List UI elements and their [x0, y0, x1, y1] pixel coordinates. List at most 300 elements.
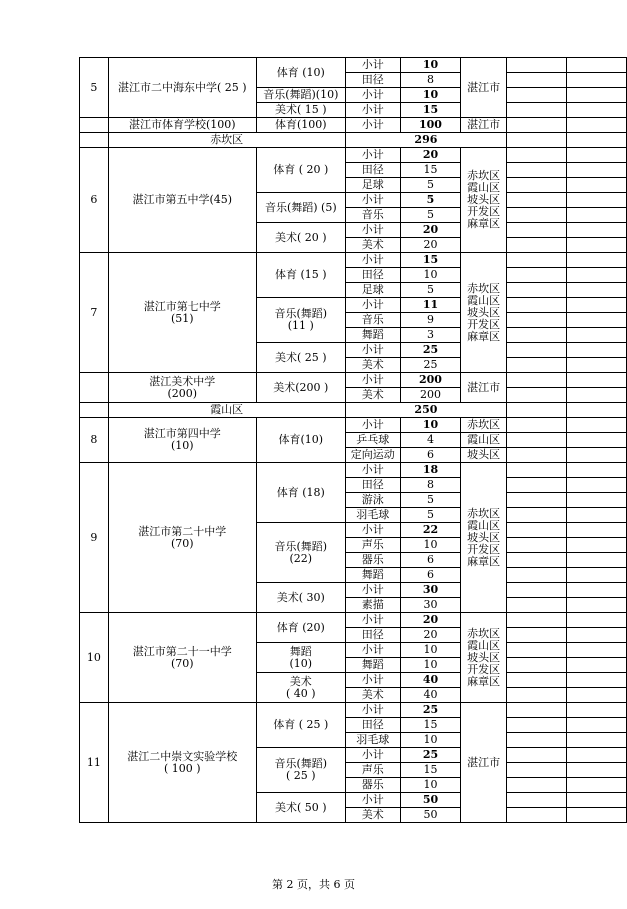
school-name: 湛江市第二十中学	[138, 524, 227, 538]
empty-cell	[507, 583, 566, 598]
empty-cell	[566, 568, 626, 583]
quota: 10	[400, 658, 461, 673]
quota: 9	[400, 313, 461, 328]
category: 音乐(舞蹈)(10)	[256, 88, 345, 103]
empty-cell	[80, 373, 109, 403]
sub-item: 游泳	[345, 493, 400, 508]
empty-cell	[507, 523, 566, 538]
quota: 10	[400, 58, 461, 73]
empty-cell	[507, 388, 566, 403]
empty-cell	[566, 508, 626, 523]
quota: 15	[400, 163, 461, 178]
quota: 8	[400, 73, 461, 88]
quota: 3	[400, 328, 461, 343]
sub-item: 小计	[345, 118, 400, 133]
category-cell	[256, 643, 345, 673]
empty-cell	[507, 508, 566, 523]
empty-cell	[566, 748, 626, 763]
quota: 15	[400, 763, 461, 778]
row-number: 8	[80, 418, 109, 463]
sub-item: 小计	[345, 463, 400, 478]
empty-cell	[507, 373, 566, 388]
area: 赤坎区	[467, 169, 501, 182]
area: 赤坎区	[467, 506, 501, 520]
table-row	[80, 118, 627, 133]
area: 开发区	[467, 205, 501, 218]
quota: 5	[400, 208, 461, 223]
empty-cell	[566, 673, 626, 688]
school-name-cell	[108, 463, 256, 613]
sub-item: 舞蹈	[345, 658, 400, 673]
area-list	[461, 253, 507, 373]
category: 体育 (18)	[256, 463, 345, 523]
empty-cell	[507, 223, 566, 238]
category: 体育(10)	[256, 418, 345, 463]
quota: 5	[400, 493, 461, 508]
empty-cell	[507, 358, 566, 373]
category: 音乐(舞蹈)	[274, 757, 328, 770]
sub-item: 小计	[345, 613, 400, 628]
empty-cell	[507, 673, 566, 688]
sub-item: 田径	[345, 268, 400, 283]
area: 坡头区	[461, 448, 507, 463]
quota: 10	[400, 268, 461, 283]
area: 麻章区	[467, 329, 501, 343]
sub-item: 定向运动	[345, 448, 400, 463]
empty-cell	[507, 133, 566, 148]
sub-item: 小计	[345, 58, 400, 73]
empty-cell	[566, 463, 626, 478]
category-count: (11 )	[287, 319, 314, 332]
empty-cell	[507, 73, 566, 88]
category: 体育 (20)	[256, 613, 345, 643]
category: 体育 (10)	[256, 58, 345, 88]
empty-cell	[566, 553, 626, 568]
empty-cell	[507, 163, 566, 178]
quota: 25	[400, 358, 461, 373]
empty-cell	[507, 403, 566, 418]
empty-cell	[507, 283, 566, 298]
area: 麻章区	[467, 554, 501, 568]
empty-cell	[566, 613, 626, 628]
quota: 8	[400, 478, 461, 493]
area: 霞山区	[467, 181, 501, 194]
school-count: ( 100 )	[164, 761, 201, 775]
school-name-cell	[108, 418, 256, 463]
empty-cell	[507, 343, 566, 358]
sub-item: 小计	[345, 643, 400, 658]
school-name: 湛江市二中海东中学( 25 )	[108, 58, 256, 118]
empty-cell	[566, 658, 626, 673]
empty-cell	[507, 628, 566, 643]
row-number: 11	[80, 703, 109, 823]
quota: 50	[400, 793, 461, 808]
quota: 10	[400, 733, 461, 748]
empty-cell	[566, 448, 626, 463]
sub-item: 田径	[345, 478, 400, 493]
empty-cell	[507, 268, 566, 283]
sub-item: 田径	[345, 718, 400, 733]
quota: 20	[400, 238, 461, 253]
sub-item: 乒乓球	[345, 433, 400, 448]
sub-item: 小计	[345, 148, 400, 163]
empty-cell	[507, 568, 566, 583]
school-name-cell	[108, 613, 256, 703]
category-count: (22)	[289, 551, 313, 565]
sub-item: 田径	[345, 163, 400, 178]
table-row	[80, 418, 627, 433]
quota: 15	[400, 103, 461, 118]
empty-cell	[566, 268, 626, 283]
category: 体育 ( 20 )	[256, 148, 345, 193]
empty-cell	[566, 343, 626, 358]
sub-item: 足球	[345, 283, 400, 298]
district-total: 250	[345, 403, 506, 418]
empty-cell	[507, 208, 566, 223]
quota: 18	[400, 463, 461, 478]
sub-item: 音乐	[345, 313, 400, 328]
category: 体育 (15 )	[256, 253, 345, 298]
empty-cell	[566, 643, 626, 658]
empty-cell	[507, 463, 566, 478]
area: 坡头区	[467, 530, 501, 544]
sub-item: 小计	[345, 673, 400, 688]
empty-cell	[507, 313, 566, 328]
district-name: 霞山区	[108, 403, 345, 418]
table-row	[80, 373, 627, 388]
sub-item: 音乐	[345, 208, 400, 223]
area: 赤坎区	[467, 626, 501, 640]
sub-item: 美术	[345, 688, 400, 703]
quota: 25	[400, 703, 461, 718]
school-name: 湛江市第五中学(45)	[108, 148, 256, 253]
category: 舞蹈	[289, 644, 312, 658]
school-name-cell	[108, 253, 256, 373]
sub-item: 器乐	[345, 553, 400, 568]
school-name-cell	[108, 373, 256, 403]
empty-cell	[507, 613, 566, 628]
empty-cell	[507, 703, 566, 718]
empty-cell	[566, 808, 626, 823]
empty-cell	[507, 538, 566, 553]
quota: 5	[400, 283, 461, 298]
category-cell	[256, 523, 345, 583]
empty-cell	[566, 493, 626, 508]
empty-cell	[507, 748, 566, 763]
sub-item: 小计	[345, 748, 400, 763]
school-count: (51)	[171, 311, 194, 325]
quota: 20	[400, 613, 461, 628]
empty-cell	[507, 718, 566, 733]
sub-item: 小计	[345, 343, 400, 358]
empty-cell	[507, 118, 566, 133]
school-name: 湛江市第七中学	[143, 299, 221, 313]
category-cell	[256, 298, 345, 343]
quota: 11	[400, 298, 461, 313]
category: 美术( 30)	[256, 583, 345, 613]
area-list	[461, 148, 507, 253]
empty-cell	[566, 733, 626, 748]
empty-cell	[507, 298, 566, 313]
empty-cell	[507, 478, 566, 493]
quota: 10	[400, 88, 461, 103]
empty-cell	[566, 283, 626, 298]
category: 美术( 25 )	[256, 343, 345, 373]
empty-cell	[566, 598, 626, 613]
empty-cell	[80, 118, 109, 133]
empty-cell	[507, 643, 566, 658]
area: 霞山区	[461, 433, 507, 448]
empty-cell	[566, 193, 626, 208]
school-name: 湛江美术中学	[149, 374, 216, 388]
category-count: (10)	[289, 656, 313, 670]
area: 湛江市	[461, 118, 507, 133]
empty-cell	[566, 778, 626, 793]
school-count: (10)	[171, 439, 194, 452]
sub-item: 小计	[345, 193, 400, 208]
empty-cell	[507, 763, 566, 778]
empty-cell	[566, 88, 626, 103]
empty-cell	[507, 58, 566, 73]
sub-item: 羽毛球	[345, 733, 400, 748]
row-number: 10	[80, 613, 109, 703]
sub-item: 素描	[345, 598, 400, 613]
sub-item: 小计	[345, 418, 400, 433]
school-name: 湛江市第四中学	[143, 427, 221, 440]
enrollment-table	[79, 57, 627, 823]
sub-item: 小计	[345, 223, 400, 238]
empty-cell	[507, 178, 566, 193]
quota: 15	[400, 253, 461, 268]
sub-item: 小计	[345, 703, 400, 718]
empty-cell	[566, 358, 626, 373]
quota: 30	[400, 598, 461, 613]
area: 湛江市	[461, 703, 507, 823]
quota: 20	[400, 148, 461, 163]
empty-cell	[507, 148, 566, 163]
school-count: (200)	[167, 386, 198, 400]
empty-cell	[507, 793, 566, 808]
row-number: 5	[80, 58, 109, 118]
category: 美术	[289, 674, 312, 688]
empty-cell	[507, 808, 566, 823]
empty-cell	[507, 328, 566, 343]
quota: 40	[400, 673, 461, 688]
quota: 6	[400, 448, 461, 463]
quota: 6	[400, 553, 461, 568]
sub-item: 小计	[345, 373, 400, 388]
empty-cell	[80, 133, 109, 148]
empty-cell	[566, 73, 626, 88]
empty-cell	[566, 403, 626, 418]
quota: 200	[400, 388, 461, 403]
school-count: (70)	[171, 656, 194, 670]
area: 霞山区	[467, 293, 501, 307]
category-count: ( 25 )	[286, 769, 316, 782]
sub-item: 小计	[345, 103, 400, 118]
quota: 30	[400, 583, 461, 598]
quota: 10	[400, 778, 461, 793]
school-count: (70)	[171, 536, 194, 550]
area: 坡头区	[467, 193, 501, 206]
sub-item: 田径	[345, 628, 400, 643]
quota: 20	[400, 628, 461, 643]
sub-item: 美术	[345, 808, 400, 823]
empty-cell	[507, 688, 566, 703]
empty-cell	[566, 313, 626, 328]
area: 坡头区	[467, 650, 501, 664]
quota: 50	[400, 808, 461, 823]
sub-item: 美术	[345, 238, 400, 253]
area: 赤坎区	[467, 281, 501, 295]
empty-cell	[80, 403, 109, 418]
sub-item: 小计	[345, 253, 400, 268]
empty-cell	[566, 223, 626, 238]
quota: 20	[400, 223, 461, 238]
empty-cell	[566, 298, 626, 313]
empty-cell	[566, 103, 626, 118]
sub-item: 声乐	[345, 763, 400, 778]
area: 开发区	[467, 542, 501, 556]
sub-item: 小计	[345, 583, 400, 598]
category: 音乐(舞蹈)	[274, 539, 328, 553]
empty-cell	[566, 253, 626, 268]
quota: 100	[400, 118, 461, 133]
area: 霞山区	[467, 518, 501, 532]
sub-item: 舞蹈	[345, 568, 400, 583]
empty-cell	[507, 778, 566, 793]
district-row	[80, 133, 627, 148]
empty-cell	[507, 253, 566, 268]
empty-cell	[566, 373, 626, 388]
empty-cell	[507, 433, 566, 448]
empty-cell	[507, 418, 566, 433]
empty-cell	[566, 703, 626, 718]
table-row	[80, 613, 627, 628]
empty-cell	[566, 538, 626, 553]
empty-cell	[507, 598, 566, 613]
empty-cell	[507, 88, 566, 103]
area: 麻章区	[467, 674, 501, 688]
row-number: 7	[80, 253, 109, 373]
row-number: 9	[80, 463, 109, 613]
area: 霞山区	[467, 638, 501, 652]
sub-item: 田径	[345, 73, 400, 88]
category: 美术( 50 )	[256, 793, 345, 823]
empty-cell	[566, 763, 626, 778]
empty-cell	[566, 208, 626, 223]
category-count: ( 40 )	[286, 686, 316, 700]
row-number: 6	[80, 148, 109, 253]
empty-cell	[566, 328, 626, 343]
area: 坡头区	[467, 305, 501, 319]
school-name: 湛江市体育学校(100)	[108, 118, 256, 133]
sub-item: 小计	[345, 298, 400, 313]
area: 麻章区	[467, 217, 501, 230]
empty-cell	[507, 553, 566, 568]
sub-item: 声乐	[345, 538, 400, 553]
empty-cell	[566, 163, 626, 178]
quota: 5	[400, 178, 461, 193]
quota: 22	[400, 523, 461, 538]
sub-item: 小计	[345, 793, 400, 808]
area: 开发区	[467, 317, 501, 331]
table-row	[80, 463, 627, 478]
category-cell	[256, 673, 345, 703]
area: 湛江市	[461, 373, 507, 403]
empty-cell	[566, 58, 626, 73]
empty-cell	[566, 718, 626, 733]
empty-cell	[566, 523, 626, 538]
school-name: 湛江市第二十一中学	[132, 644, 232, 658]
empty-cell	[566, 118, 626, 133]
sub-item: 羽毛球	[345, 508, 400, 523]
table-row	[80, 58, 627, 73]
empty-cell	[566, 793, 626, 808]
quota: 6	[400, 568, 461, 583]
area: 开发区	[467, 662, 501, 676]
empty-cell	[507, 238, 566, 253]
empty-cell	[566, 433, 626, 448]
empty-cell	[566, 388, 626, 403]
quota: 5	[400, 508, 461, 523]
empty-cell	[507, 448, 566, 463]
area-list	[461, 613, 507, 703]
empty-cell	[566, 478, 626, 493]
empty-cell	[507, 493, 566, 508]
empty-cell	[507, 733, 566, 748]
category-cell	[256, 748, 345, 793]
empty-cell	[566, 133, 626, 148]
category: 美术( 15 )	[256, 103, 345, 118]
empty-cell	[507, 103, 566, 118]
quota: 200	[400, 373, 461, 388]
empty-cell	[566, 628, 626, 643]
sub-item: 美术	[345, 358, 400, 373]
area: 赤坎区	[461, 418, 507, 433]
category: 音乐(舞蹈) (5)	[256, 193, 345, 223]
empty-cell	[507, 658, 566, 673]
sub-item: 小计	[345, 523, 400, 538]
quota: 25	[400, 748, 461, 763]
category: 音乐(舞蹈)	[274, 307, 328, 320]
quota: 10	[400, 538, 461, 553]
school-name-cell	[108, 703, 256, 823]
empty-cell	[566, 418, 626, 433]
sub-item: 小计	[345, 88, 400, 103]
sub-item: 器乐	[345, 778, 400, 793]
table-row	[80, 703, 627, 718]
school-name: 湛江二中崇文实验学校	[127, 749, 238, 763]
quota: 40	[400, 688, 461, 703]
district-name: 赤坎区	[108, 133, 345, 148]
quota: 4	[400, 433, 461, 448]
category: 体育 ( 25 )	[256, 703, 345, 748]
sub-item: 美术	[345, 388, 400, 403]
page-footer: 第 2 页，共 6 页	[272, 878, 355, 891]
empty-cell	[566, 583, 626, 598]
quota: 25	[400, 343, 461, 358]
quota: 10	[400, 418, 461, 433]
quota: 5	[400, 193, 461, 208]
empty-cell	[566, 238, 626, 253]
category: 美术(200 )	[256, 373, 345, 403]
empty-cell	[507, 193, 566, 208]
quota: 15	[400, 718, 461, 733]
empty-cell	[566, 178, 626, 193]
table-row	[80, 253, 627, 268]
area-list	[461, 463, 507, 613]
